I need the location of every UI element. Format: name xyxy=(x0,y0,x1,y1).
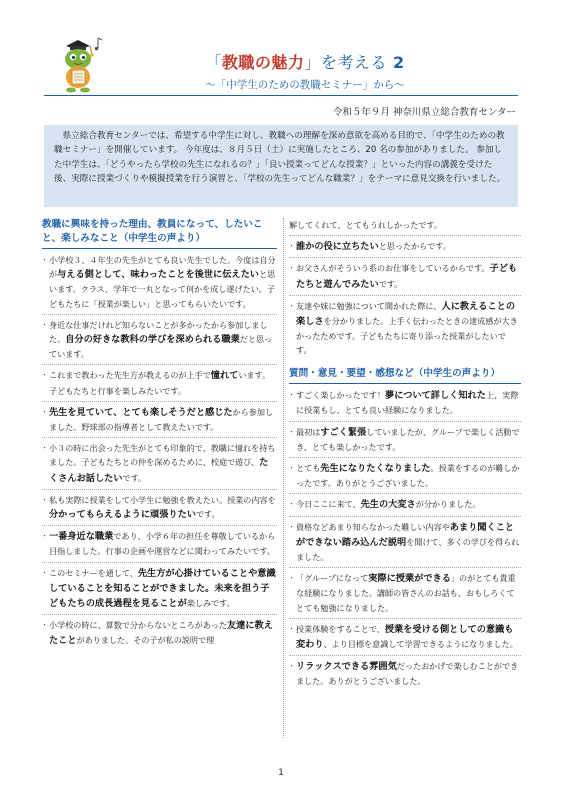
section-heading-reasons: 教職に興味を持った理由、教員になって、したいこと、楽しみなこと（中学生の声より） xyxy=(42,218,277,249)
feedback-list xyxy=(289,388,521,691)
item-text: していましたが、グループで楽しく活動でき、とても楽しかったです。 xyxy=(296,426,520,452)
item-text: 小３の時に出会った先生がとても印象的で、教職に憧れを持ちました。子どもたちとの仲を深めるために、校庭で遊び、 xyxy=(49,443,276,468)
mascot-illustration xyxy=(58,32,108,94)
item-text: 」のがとても貴重な経験になりました。講師の皆さんのお話も、おもしろくてとても勉強になりました。 xyxy=(296,573,516,613)
list-item xyxy=(42,441,277,490)
item-emphasis: リラックスできる雰囲気 xyxy=(296,661,397,673)
intro-box xyxy=(44,125,518,207)
list-item xyxy=(289,520,521,569)
item-text: を分かりました。上手く伝わったときの達成感が大きかったためです。子どもたちに寄り添った授業がしたいです。 xyxy=(296,316,518,356)
item-text: お父さんがそういう系のお仕事をしているからです。 xyxy=(296,263,490,274)
reasons-list-continued xyxy=(289,239,521,360)
item-emphasis: たくさんお話したい xyxy=(49,457,269,484)
item-text: 私も実際に授業をして小学生に勉強を教えたい。授業の内容を xyxy=(49,494,276,505)
list-item xyxy=(289,388,521,421)
item-text: だと思っています。 xyxy=(49,334,273,360)
list-item xyxy=(289,659,521,691)
right-column xyxy=(289,218,521,695)
list-item xyxy=(289,299,521,361)
item-text: このセミナーを通して、 xyxy=(49,567,138,578)
column-divider xyxy=(283,218,284,738)
date-organization: 令和５年９月 神奈川県立総合教育センター xyxy=(332,107,516,118)
item-text: 最初は xyxy=(296,426,321,437)
item-emphasis: 先生の大変さ xyxy=(360,499,416,511)
item-emphasis: 人に教えることの楽しさ xyxy=(296,300,516,328)
header-divider xyxy=(44,95,518,96)
item-emphasis: 一番身近な職業 xyxy=(49,531,114,543)
item-emphasis: 憧れて xyxy=(210,370,239,382)
page-title: 「教職の魅力」を考える 2 xyxy=(205,53,405,72)
item-emphasis: 夢について詳しく知れた xyxy=(385,390,486,402)
item-text: とても xyxy=(296,462,321,473)
item-text: がありました。その子が私の説明で理 xyxy=(76,635,215,646)
item-emphasis: 先生になりたくなりました xyxy=(320,462,431,474)
item-emphasis: 授業を受ける側としての意識も変わり xyxy=(296,623,514,650)
item-emphasis: 与える側として、味わったことを後世に伝えたい xyxy=(57,269,259,281)
list-item xyxy=(42,529,277,562)
list-item xyxy=(42,566,277,616)
page-number: 1 xyxy=(278,768,284,778)
item-text: です。 xyxy=(122,472,147,483)
item-emphasis: すごく緊張 xyxy=(320,426,367,438)
item-emphasis: 実際に授業ができる xyxy=(368,573,451,585)
item-text: が分かりました。 xyxy=(415,499,481,510)
item-text: これまで教わった先生方が教えるのが上手で xyxy=(49,370,211,381)
item-text: 小学校３、４年生の先生がとても良い先生でした。今度は自分が xyxy=(49,255,276,280)
item-text: です。 xyxy=(196,509,220,520)
intro-text: 県立総合教育センターでは、希望する中学生に対し、教職への理解を深め意欲を高める目的で、「中学生のための教職セミナー」を開催しています。 今年度は、８月５日（土）に実施したところ、20 名の参加がありました。 参加した中学生は、「どうやったら学校の先生になれるの？」「良い授業ってどんな授業？」といった内容の講義を受けた後、実際に授業づくりや模擬授業を行う演習と、「学校の先生ってどんな職業？」をテーマに意見交換を行いました。 xyxy=(54,131,506,185)
list-item xyxy=(42,368,277,401)
title-block xyxy=(120,50,490,92)
item-emphasis: 誰かの役に立ちたい xyxy=(296,241,379,253)
reasons-list xyxy=(42,253,277,652)
item-emphasis: 先生を見ていて、とても楽しそうだと感じた xyxy=(49,406,233,418)
item-emphasis: 先生方が心掛けていることや意識していることを知ることができました。未来を担う子どもたちの成長過程を見ることが xyxy=(49,567,276,610)
item-text: と思います。クラス、学年で一丸となって何かを成し遂げたい。子どもたちに「授業が楽しい」と思ってもらいたいです。 xyxy=(49,269,276,309)
item-text: います。子どもたちと行事を楽しみたいです。 xyxy=(49,370,271,396)
item-text: 楽しみです。 xyxy=(186,598,235,609)
list-item xyxy=(289,497,521,516)
section-heading-feedback: 質問・意見・要望・感想など（中学生の声より） xyxy=(289,367,521,385)
item-text: 授業体験をすることで、 xyxy=(296,623,385,634)
list-item xyxy=(289,571,521,619)
item-emphasis: 分かってもらえるように頑張りたい xyxy=(49,509,196,521)
list-item xyxy=(289,622,521,656)
list-item-continued: ・ 解してくれて、とてもうれしかったです。 xyxy=(289,218,521,236)
item-emphasis: 自分の好きな教科の学びを深められる職業 xyxy=(65,334,240,346)
item-text: 「グループになって xyxy=(296,573,369,584)
item-text: 資格などあまり知らなかった難しい内容や xyxy=(296,521,450,532)
item-text: 身近な仕事だけれど知らないことが多かったから参加しました。 xyxy=(49,319,268,345)
item-text: 友達や妹に勉強について聞かれた際に、 xyxy=(296,300,442,311)
list-item xyxy=(289,261,521,295)
item-text: であり、小学６年の担任を尊敬しているから目指しました。行事の企画や運営などに関わってみたいです。 xyxy=(49,531,276,557)
list-item xyxy=(42,253,277,315)
item-text: 、より目標を意識して学習できるようになりました。 xyxy=(323,638,518,649)
title-number: 2 xyxy=(392,53,405,72)
item-text: すごく楽しかったです！ xyxy=(296,390,386,401)
list-item xyxy=(289,239,521,258)
item-emphasis: 子どもたちと遊んでみたい xyxy=(296,263,518,290)
item-emphasis: あまり聞くことができない踏み込んだ説明 xyxy=(296,521,515,548)
left-column xyxy=(42,218,277,655)
item-text: 。授業をするのが難しかったです。ありがとうございました。 xyxy=(296,462,520,489)
list-item xyxy=(42,618,277,651)
item-text: 今日ここに来て、 xyxy=(296,499,361,510)
item-text: から参加しました。野球部の指導者として教えたいです。 xyxy=(49,406,274,433)
item-text: です。 xyxy=(378,278,403,289)
title-highlight: 教職の魅力 xyxy=(221,53,305,72)
list-item xyxy=(42,493,277,526)
list-item xyxy=(289,425,521,458)
item-text: 上、実際に授業もし、とても良い経験になりました。 xyxy=(296,390,519,416)
item-text: を聞けて、多くの学びを得られました。 xyxy=(296,536,520,562)
page-subtitle: ～「中学生のための教職セミナー」から～ xyxy=(205,79,405,91)
item-text: 小学校の時に、算数で分からないところがあった xyxy=(49,620,227,631)
item-emphasis: 友達に教えたこと xyxy=(49,620,273,647)
list-item xyxy=(42,405,277,438)
list-item xyxy=(42,318,277,366)
item-text: と思ったからです。 xyxy=(378,241,451,252)
item-text: だったおかげで楽しむことができました。ありがとうございました。 xyxy=(296,661,519,687)
list-item xyxy=(289,461,521,494)
